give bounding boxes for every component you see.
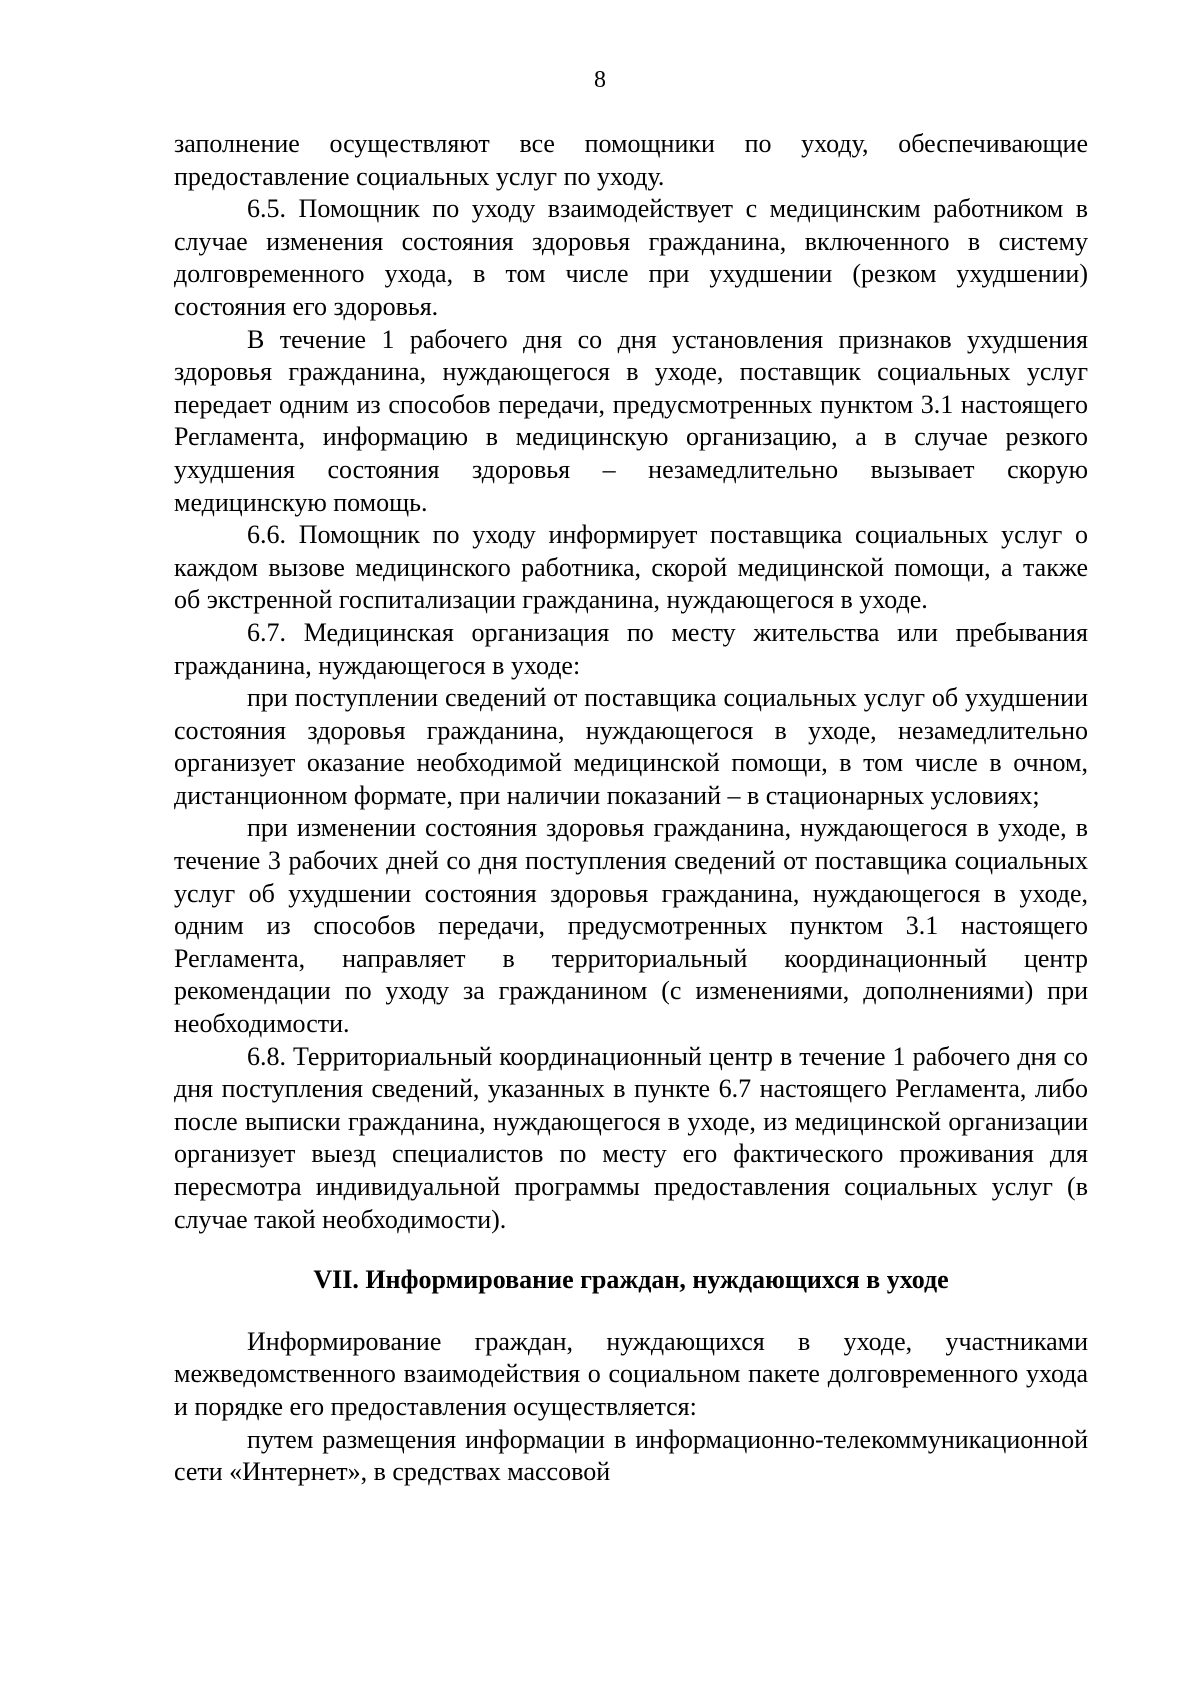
section-heading: VII. Информирование граждан, нуждающихся в уходе — [313, 1265, 949, 1295]
paragraph: 6.5. Помощник по уходу взаимодействует с медицинским работником в случае изменения состояния здоровья гражданина, включенного в систему долговременного ухода, в том числе при ухудшении (резком ухудшении) состояния его здоровья. — [174, 194, 1088, 321]
document-body — [174, 128, 1088, 1489]
paragraph: В течение 1 рабочего дня со дня установления признаков ухудшения здоровья гражданина, нуждающегося в уходе, поставщик социальных услуг передает одним из способов передачи, предусмотренных пунктом 3.1 настоящего Регламента, информацию в медицинскую организацию, а в случае резкого ухудшения состояния здоровья – незамедлительно вызывает скорую медицинскую помощь. — [174, 324, 1088, 517]
paragraph: заполнение осуществляют все помощники по уходу, обеспечивающие предоставление социальных услуг по уходу. — [174, 129, 1088, 191]
paragraph: 6.8. Территориальный координационный центр в течение 1 рабочего дня со дня поступления сведений, указанных в пункте 6.7 настоящего Регламента, либо после выписки гражданина, нуждающегося в уходе, из медицинской организации организует выезд специалистов по месту его фактического проживания для пересмотра индивидуальной программы предоставления социальных услуг (в случае такой необходимости). — [174, 1041, 1088, 1234]
paragraph: путем размещения информации в информационно-телекоммуникационной сети «Интернет», в средствах массовой — [174, 1424, 1088, 1487]
paragraph: 6.7. Медицинская организация по месту жительства или пребывания гражданина, нуждающегося в уходе: — [174, 617, 1088, 680]
paragraph: при изменении состояния здоровья гражданина, нуждающегося в уходе, в течение 3 рабочих дней со дня поступления сведений от поставщика социальных услуг об ухудшении состояния здоровья гражданина, нуждающегося в уходе, одним из способов передачи, предусмотренных пунктом 3.1 настоящего Регламента, направляет в территориальный координационный центр рекомендации по уходу за гражданином (с изменениями, дополнениями) при необходимости. — [174, 813, 1088, 1039]
paragraph: при поступлении сведений от поставщика социальных услуг об ухудшении состояния здоровья гражданина, нуждающегося в уходе, незамедлительно организует оказание необходимой медицинской помощи, в том числе в очном, дистанционном формате, при наличии показаний – в стационарных условиях; — [174, 683, 1088, 810]
paragraph: 6.6. Помощник по уходу информирует поставщика социальных услуг о каждом вызове медицинского работника, скорой медицинской помощи, а также об экстренной госпитализации гражданина, нуждающегося в уходе. — [174, 520, 1088, 615]
paragraph: Информирование граждан, нуждающихся в уходе, участниками межведомственного взаимодействия о социальном пакете долговременного ухода и порядке его предоставления осуществляется: — [174, 1326, 1088, 1421]
page-number: 8 — [594, 67, 606, 93]
section-7-text — [174, 1326, 1088, 1489]
section-6-text — [174, 128, 1088, 1236]
